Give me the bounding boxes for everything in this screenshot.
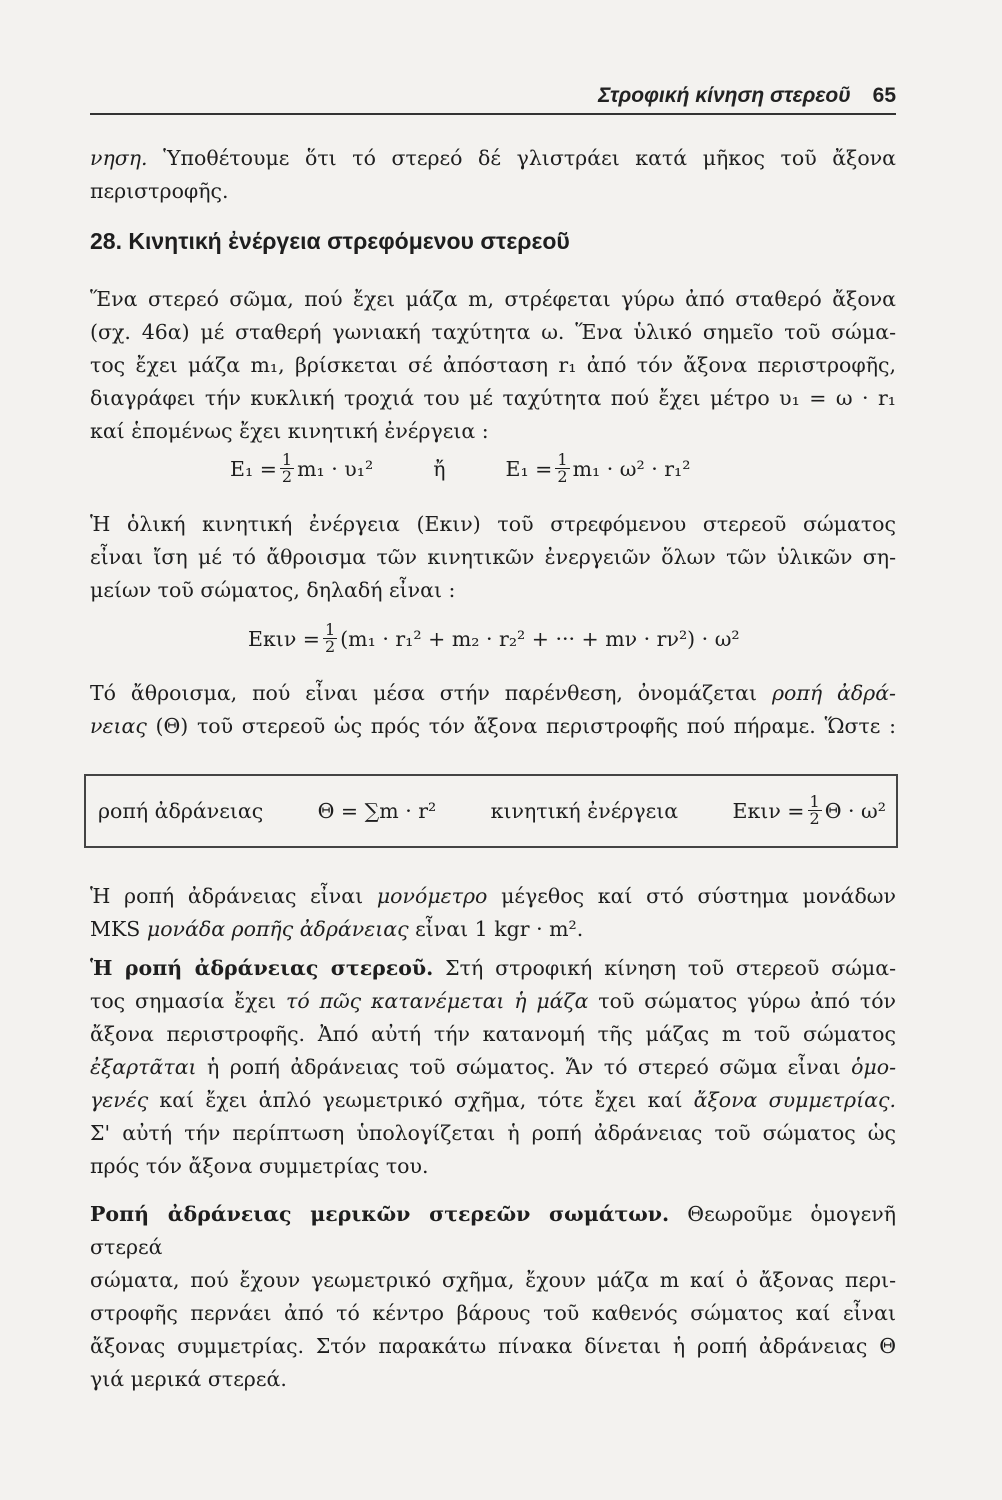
equation-2: Eκιν = $\frac{1}{2}$ (m₁ · r₁² + m₂ · r₂² + ··· + mν · rν²) · ω² (248, 620, 740, 656)
running-header (90, 84, 896, 108)
p6-line: στροφῆς περνάει ἀπό τό κέντρο βάρους τοῦ καθενός σώματος καί εἶναι (90, 1301, 896, 1325)
p6-line: σώματα, πού ἔχουν γεωμετρικό σχῆμα, ἔχουν μάζα m καί ὁ ἄξονας περι- (90, 1268, 896, 1292)
box-formula-moment: Θ = ∑m · r² (317, 798, 437, 823)
p5-line: πρός τόν ἄξονα συμμετρίας του. (90, 1154, 429, 1178)
paragraph-2 (90, 508, 896, 607)
fraction: $\frac{1}{2}$ (809, 792, 820, 828)
p5-line: ἐξαρτᾶται ἡ ροπή ἀδράνειας τοῦ σώματος. Ἄν τό στερεό σῶμα εἶναι ὁμο- (90, 1055, 896, 1079)
p2-line: εἶναι ἴση μέ τό ἄθροισμα τῶν κινητικῶν ἐνεργειῶν ὅλων τῶν ὑλικῶν ση- (90, 545, 896, 569)
section-heading: 28. Κινητική ἐνέργεια στρεφόμενου στερεοῦ (90, 228, 570, 254)
p3-line: νειας (Θ) τοῦ στερεοῦ ὡς πρός τόν ἄξονα περιστροφῆς πού πήραμε. Ὥστε : (90, 714, 896, 738)
paragraph-3 (90, 677, 896, 743)
p4-line: MKS μονάδα ροπῆς ἀδράνειας εἶναι 1 kgr · m². (90, 917, 584, 941)
intro-line-1: νηση. Ὑποθέτουμε ὅτι τό στερεό δέ γλιστράει κατά μῆκος τοῦ ἄξονα (90, 146, 896, 170)
p2-line: Ἡ ὁλική κινητική ἐνέργεια (Eκιν) τοῦ στρεφόμενου στερεοῦ σώματος (90, 512, 896, 536)
header-title: Στροφική κίνηση στερεοῦ (598, 84, 851, 107)
formula-box (84, 774, 898, 848)
box-formula-energy: Eκιν = $\frac{1}{2}$ Θ · ω² (732, 792, 886, 828)
fraction: $\frac{1}{2}$ (281, 450, 293, 486)
page-number: 65 (872, 84, 896, 107)
box-label-energy: κινητική ἐνέργεια (490, 798, 679, 823)
p4-line: Ἡ ροπή ἀδράνειας εἶναι μονόμετρο μέγεθος καί στό σύστημα μονάδων (90, 884, 896, 908)
p1-line: καί ἑπομένως ἔχει κινητική ἐνέργεια : (90, 419, 489, 443)
fraction: $\frac{1}{2}$ (557, 450, 568, 486)
p6-line: ἄξονας συμμετρίας. Στόν παρακάτω πίνακα δίνεται ἡ ροπή ἀδράνειας Θ (90, 1334, 896, 1358)
p5-line: γενές καί ἔχει ἁπλό γεωμετρικό σχῆμα, τότε ἔχει καί ἄξονα συμμετρίας. (90, 1088, 896, 1112)
fraction: $\frac{1}{2}$ (324, 620, 336, 656)
p1-line: (σχ. 46α) μέ σταθερή γωνιακή ταχύτητα ω. Ἕνα ὑλικό σημεῖο τοῦ σώμα- (90, 320, 896, 344)
p5-line: τος σημασία ἔχει τό πῶς κατανέμεται ἡ μάζα τοῦ σώματος γύρω ἀπό τόν (90, 989, 896, 1013)
p5-line: Σ' αὐτή τήν περίπτωση ὑπολογίζεται ἡ ροπή ἀδράνειας τοῦ σώματος ὡς (90, 1121, 896, 1145)
p6-line: γιά μερικά στερεά. (90, 1367, 287, 1391)
paragraph-1 (90, 283, 896, 448)
intro-paragraph (90, 142, 896, 208)
p5-line: Ἡ ροπή ἀδράνειας στερεοῦ. Στή στροφική κίνηση τοῦ στερεοῦ σώμα- (90, 956, 896, 980)
paragraph-5 (90, 952, 896, 1183)
p1-line: διαγράφει τήν κυκλική τροχιά του μέ ταχύτητα πού ἔχει μέτρο υ₁ = ω · r₁ (90, 386, 896, 410)
p2-line: μείων τοῦ σώματος, δηλαδή εἶναι : (90, 578, 456, 602)
p1-line: τος ἔχει μάζα m₁, βρίσκεται σέ ἀπόσταση r₁ ἀπό τόν ἄξονα περιστροφῆς, (90, 353, 896, 377)
paragraph-6 (90, 1198, 896, 1396)
intro-line-2: περιστροφῆς. (90, 179, 229, 203)
p5-line: ἄξονα περιστροφῆς. Ἀπό αὐτή τήν κατανομή τῆς μάζας m τοῦ σώματος (90, 1022, 896, 1046)
box-label-moment: ροπή ἀδράνειας (98, 798, 264, 823)
p3-line: Τό ἄθροισμα, πού εἶναι μέσα στήν παρένθεση, ὀνομάζεται ροπή ἀδρά- (90, 681, 896, 705)
p1-line: Ἕνα στερεό σῶμα, πού ἔχει μάζα m, στρέφεται γύρω ἀπό σταθερό ἄξονα (90, 287, 896, 311)
paragraph-4 (90, 880, 896, 946)
header-rule (90, 113, 896, 115)
p6-line: Ροπή ἀδράνειας μερικῶν στερεῶν σωμάτων. Θεωροῦμε ὁμογενῆ στερεά (90, 1202, 896, 1259)
equation-1: E₁ = $\frac{1}{2}$ m₁ · υ₁² ἤ E₁ = $\frac{1}{2}$ m₁ · ω² · r₁² (230, 450, 691, 486)
